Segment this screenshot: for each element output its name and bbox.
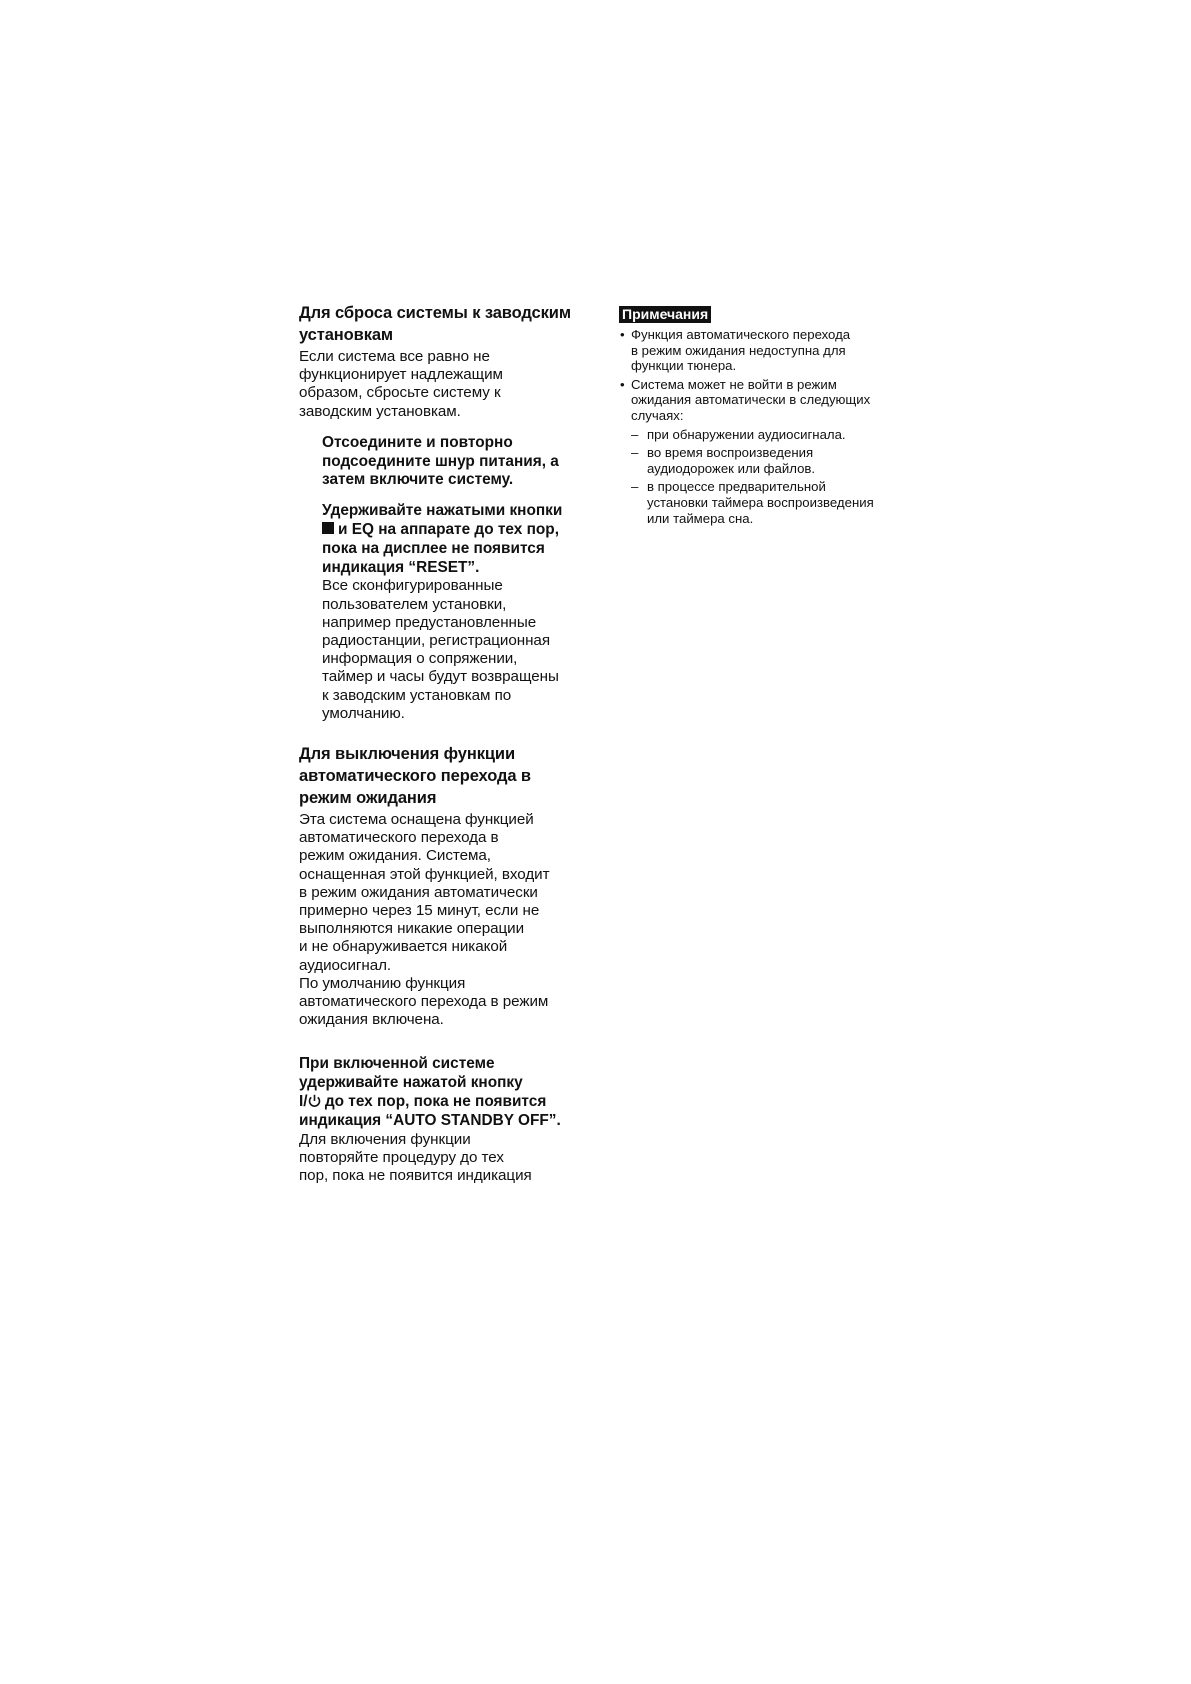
- text-line: к заводским установкам по: [322, 686, 512, 704]
- text-line: Для выключения функции: [299, 745, 516, 764]
- sub-list-item: [619, 427, 919, 443]
- text-line: или таймера сна.: [647, 510, 754, 526]
- text-line: удерживайте нажатой кнопку: [299, 1074, 523, 1092]
- right-column: [619, 306, 919, 529]
- bullet-icon: •: [620, 376, 625, 392]
- text-line: При включенной системе: [299, 1055, 495, 1073]
- reset-heading: [299, 302, 599, 346]
- dash-icon: –: [631, 479, 639, 495]
- text-line: аудиосигнал.: [299, 956, 392, 974]
- text-line: заводским установкам.: [299, 402, 461, 420]
- text-line: Все сконфигурированные: [322, 577, 503, 595]
- sub-list-item: [619, 445, 919, 476]
- text-line: установки таймера воспроизведения: [647, 494, 874, 510]
- dash-icon: –: [631, 426, 639, 442]
- note-item: [619, 377, 919, 424]
- text-line: функционирует надлежащим: [299, 366, 503, 384]
- text-line: примерно через 15 минут, если не: [299, 902, 540, 920]
- text-line: режим ожидания: [299, 789, 437, 808]
- stop-icon: [322, 522, 334, 534]
- standby-section: [299, 743, 599, 1185]
- text-line: оснащенная этой функцией, входит: [299, 865, 550, 883]
- text-line: Система может не войти в режим: [631, 376, 837, 392]
- text-line: I/: [299, 1093, 308, 1111]
- reset-intro: [299, 348, 599, 421]
- text-line: радиостанции, регистрационная: [322, 632, 550, 649]
- text-line: умолчанию.: [322, 704, 405, 722]
- reset-step-2: [322, 502, 599, 723]
- step-body: [299, 1131, 599, 1186]
- standby-body: [299, 811, 599, 1029]
- text-line: режим ожидания. Система,: [299, 847, 491, 865]
- text-line: пор, пока не появится индикация: [299, 1167, 532, 1185]
- text-line: Для включения функции: [299, 1130, 471, 1148]
- text-line: в процессе предварительной: [647, 479, 826, 495]
- text-line: таймер и часы будут возвращены: [322, 668, 559, 686]
- reset-step-1: [322, 434, 599, 490]
- left-column: [299, 302, 599, 1185]
- power-icon: [308, 1094, 321, 1107]
- note-item: [619, 327, 919, 374]
- text-line: автоматического перехода в: [299, 767, 531, 786]
- text-line: ожидания автоматически в следующих: [631, 392, 871, 408]
- text-line: аудиодорожек или файлов.: [647, 460, 816, 476]
- text-line: автоматического перехода в режим: [299, 993, 549, 1011]
- text-line: во время воспроизведения: [647, 445, 814, 461]
- text-line: например предустановленные: [322, 613, 537, 631]
- text-line: Удерживайте нажатыми кнопки: [322, 502, 563, 520]
- step-title: [322, 434, 599, 490]
- text-line: автоматического перехода в: [299, 829, 499, 847]
- text-line: и EQ на аппарате до тех пор,: [338, 521, 559, 538]
- text-line: Если система все равно не: [299, 348, 490, 365]
- bullet-icon: •: [620, 327, 625, 342]
- text-line: пользователем установки,: [322, 595, 507, 613]
- step-body: [322, 577, 599, 723]
- notes-list: [619, 327, 919, 424]
- text-line: при обнаружении аудиосигнала.: [647, 426, 846, 442]
- text-line: индикация “RESET”.: [322, 558, 480, 576]
- text-line: пока на дисплее не появится: [322, 539, 545, 557]
- text-line: функции тюнера.: [631, 358, 737, 374]
- text-line: повторяйте процедуру до тех: [299, 1148, 504, 1166]
- standby-heading: [299, 743, 599, 809]
- text-line: информация о сопряжении,: [322, 650, 518, 668]
- text-line: По умолчанию функция: [299, 974, 466, 992]
- text-line: случаях:: [631, 407, 684, 423]
- notes-label: Примечания: [619, 306, 711, 323]
- text-line: Функция автоматического перехода: [631, 327, 851, 342]
- reset-heading-line: Для сброса системы к заводским: [299, 304, 571, 322]
- text-line: Отсоедините и повторно: [322, 433, 513, 451]
- text-line: ожидания включена.: [299, 1011, 444, 1029]
- text-line: в режим ожидания недоступна для: [631, 342, 846, 358]
- text-line: образом, сбросьте систему к: [299, 384, 501, 402]
- step-title: [322, 502, 599, 577]
- reset-section: [299, 302, 599, 723]
- step-title: [299, 1055, 599, 1130]
- dash-icon: –: [631, 445, 639, 461]
- text-line: и не обнаруживается никакой: [299, 938, 508, 956]
- sub-list-item: [619, 479, 919, 526]
- text-line: до тех пор, пока не появится: [320, 1093, 547, 1111]
- standby-step: [299, 1055, 599, 1185]
- text-line: выполняются никакие операции: [299, 920, 525, 938]
- text-line: затем включите систему.: [322, 471, 514, 489]
- text-line: подсоедините шнур питания, а: [322, 452, 559, 470]
- text-line: Эта система оснащена функцией: [299, 811, 534, 829]
- text-line: в режим ожидания автоматически: [299, 883, 538, 901]
- text-line: индикация “AUTO STANDBY OFF”.: [299, 1111, 561, 1129]
- notes-sub-list: [619, 427, 919, 527]
- reset-heading-line: установкам: [299, 326, 394, 344]
